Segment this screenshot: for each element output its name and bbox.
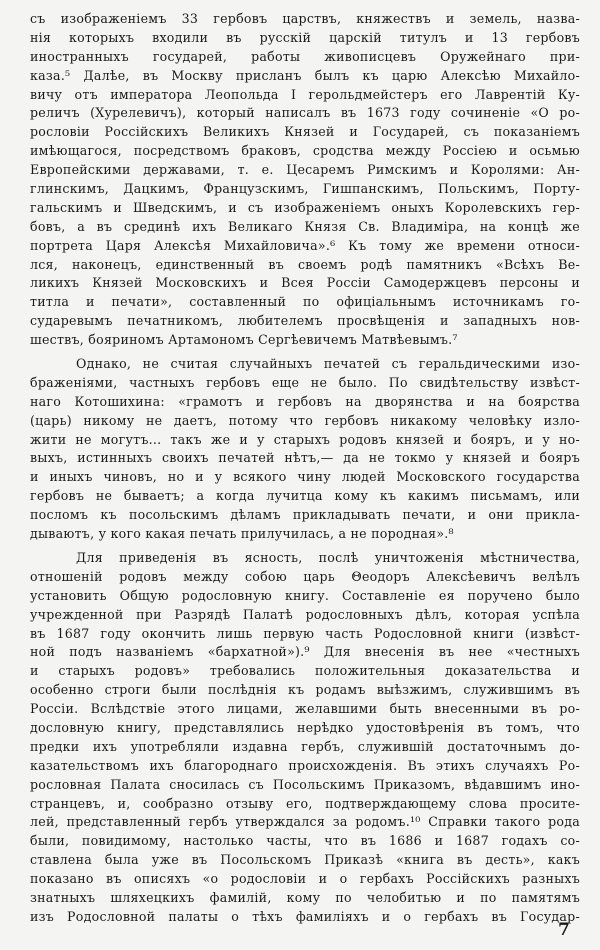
text-line: Европейскими державами, т. е. Цесаремъ Римскимъ и Королями: Ан- — [30, 162, 580, 178]
text-line: нія которыхъ входили въ русскій царскій титулъ и 13 гербовъ — [30, 29, 580, 45]
text-line: шествъ, бояриномъ Артамономъ Сергѣевичемъ Матвѣевымъ.⁷ — [30, 332, 458, 348]
text-line: предки ихъ употребляли издавна гербъ, служившій достаточнымъ до- — [30, 738, 580, 754]
text-line: дываютъ, у кого какая печать прилучилась, а не породная».⁸ — [30, 526, 454, 542]
text-line: (царь) никому не даетъ, потому что гербовъ никакому человѣку изло- — [30, 412, 580, 428]
text-line: лей, представленный гербъ утверждался за родомъ.¹⁰ Справки такого рода — [30, 814, 580, 830]
text-line: посломъ къ посольскимъ дѣламъ прикладывать печати, и они прикла- — [30, 507, 580, 523]
text-line: имѣющагося, посредствомъ браковъ, сродства между Россіею и осьмью — [30, 143, 580, 159]
text-line: сударевымъ печатникомъ, любителемъ просвѣщенія и западныхъ нов- — [30, 313, 580, 329]
text-line: и старыхъ родовъ» требовались положительныя доказательства и — [30, 663, 580, 679]
text-line: жити не могутъ... такъ же и у старыхъ родовъ князей и бояръ, и у но- — [30, 431, 580, 447]
text-line: въ 1687 году окончить лишь первую часть Родословной книги (извѣст- — [30, 625, 580, 641]
text-line: ликихъ Князей Московскихъ и Всея Россіи Самодержцевъ персоны и — [30, 275, 580, 291]
text-line: показано въ описяхъ «о родословіи и о гербахъ Россійскихъ разныхъ — [30, 871, 580, 887]
paragraph-2 — [30, 355, 580, 544]
text-line: установить Общую родословную книгу. Составленіе ея поручено было — [30, 587, 580, 603]
text-line: ставлена была уже въ Посольскомъ Приказѣ «книга въ десть», какъ — [30, 852, 580, 868]
paragraph-3 — [30, 549, 580, 927]
text-line: каза.⁵ Далѣе, въ Москву присланъ былъ къ царю Алексѣю Михайло- — [30, 67, 580, 83]
text-line: изъ Родословной палаты о тѣхъ фамиліяхъ и о гербахъ въ Государ- — [30, 908, 580, 924]
text-line: иностранныхъ государей, работы живописцевъ Оружейнаго при- — [30, 48, 580, 64]
text-line: Для приведенія въ ясность, послѣ уничтоженія мѣстничества, — [76, 549, 580, 565]
text-line: вичу отъ императора Леопольда I герольдмейстеръ его Лаврентій Ку- — [30, 86, 580, 102]
text-line: Однако, не считая случайныхъ печатей съ геральдическими изо- — [76, 356, 580, 372]
text-line: гальскимъ и Шведскимъ, и съ изображеніемъ оныхъ Королевскихъ гер- — [30, 199, 580, 215]
text-line: дословную книгу, представлялись нерѣдко удостовѣренія въ томъ, что — [30, 719, 580, 735]
text-line: бовъ, а въ срединѣ ихъ Великаго Князя Св. Владиміра, на концѣ же — [30, 218, 580, 234]
text-line: гербовъ не бываетъ; а когда лучитца кому къ какимъ письмамъ, или — [30, 488, 580, 504]
text-line: казательствомъ ихъ благороднаго происхожденія. Въ этихъ случаяхъ Ро- — [30, 757, 580, 773]
page-number: 7 — [558, 920, 570, 940]
text-line: странцевъ, и, сообразно отзыву его, подтверждающему слова просите- — [30, 795, 580, 811]
text-line: учрежденной при Разрядѣ Палатѣ родословныхъ дѣлъ, которая успѣла — [30, 606, 580, 622]
text-line: наго Котошихина: «грамотъ и гербовъ на дворянства и на боярства — [30, 393, 580, 409]
text-line: рословіи Россійскихъ Великихъ Князей и Государей, съ показаніемъ — [30, 124, 580, 140]
body-text — [30, 10, 580, 927]
text-line: Россіи. Вслѣдствіе этого лицами, желавшими быть внесенными въ ро- — [30, 701, 580, 717]
text-line: выхъ, истинныхъ своихъ печатей нѣтъ,— да не токмо у князей и бояръ — [30, 450, 580, 466]
text-line: отношеній родовъ между собою царь Θеодоръ Алексѣевичъ велѣлъ — [30, 568, 580, 584]
text-line: знатныхъ шляхецкихъ фамилій, кому по челобитью и по памятямъ — [30, 889, 580, 905]
text-line: браженіями, частныхъ гербовъ еще не было. По свидѣтельству извѣст- — [30, 374, 580, 390]
text-line: особенно строги были послѣднія къ родамъ выѣзжимъ, служившимъ въ — [30, 682, 580, 698]
text-line: реличъ (Хурелевичъ), который написалъ въ 1673 году сочиненіе «О ро- — [30, 105, 580, 121]
text-line: и иныхъ чиновъ, но и у всякого чину людей Московского государства — [30, 469, 580, 485]
text-line: глинскимъ, Дацкимъ, Французскимъ, Гишпанскимъ, Польскимъ, Порту- — [30, 181, 580, 197]
text-line: ной подъ названіемъ «бархатной»).⁹ Для внесенія въ нее «честныхъ — [30, 644, 580, 660]
text-line: съ изображеніемъ 33 гербовъ царствъ, княжествъ и земель, назва- — [30, 11, 580, 26]
text-line: титла и печати», составленный по офиціальнымъ источникамъ го- — [30, 294, 580, 310]
text-line: были, повидимому, настолько часты, что въ 1686 и 1687 годахъ со- — [30, 833, 580, 849]
paragraph-1 — [30, 10, 580, 350]
text-line: портрета Царя Алексѣя Михайловича».⁶ Къ тому же времени относи- — [30, 237, 580, 253]
text-line: лся, наконецъ, единственный въ своемъ родѣ памятникъ «Всѣхъ Ве- — [30, 256, 580, 272]
text-line: рословная Палата сносилась съ Посольскимъ Приказомъ, вѣдавшимъ ино- — [30, 776, 580, 792]
